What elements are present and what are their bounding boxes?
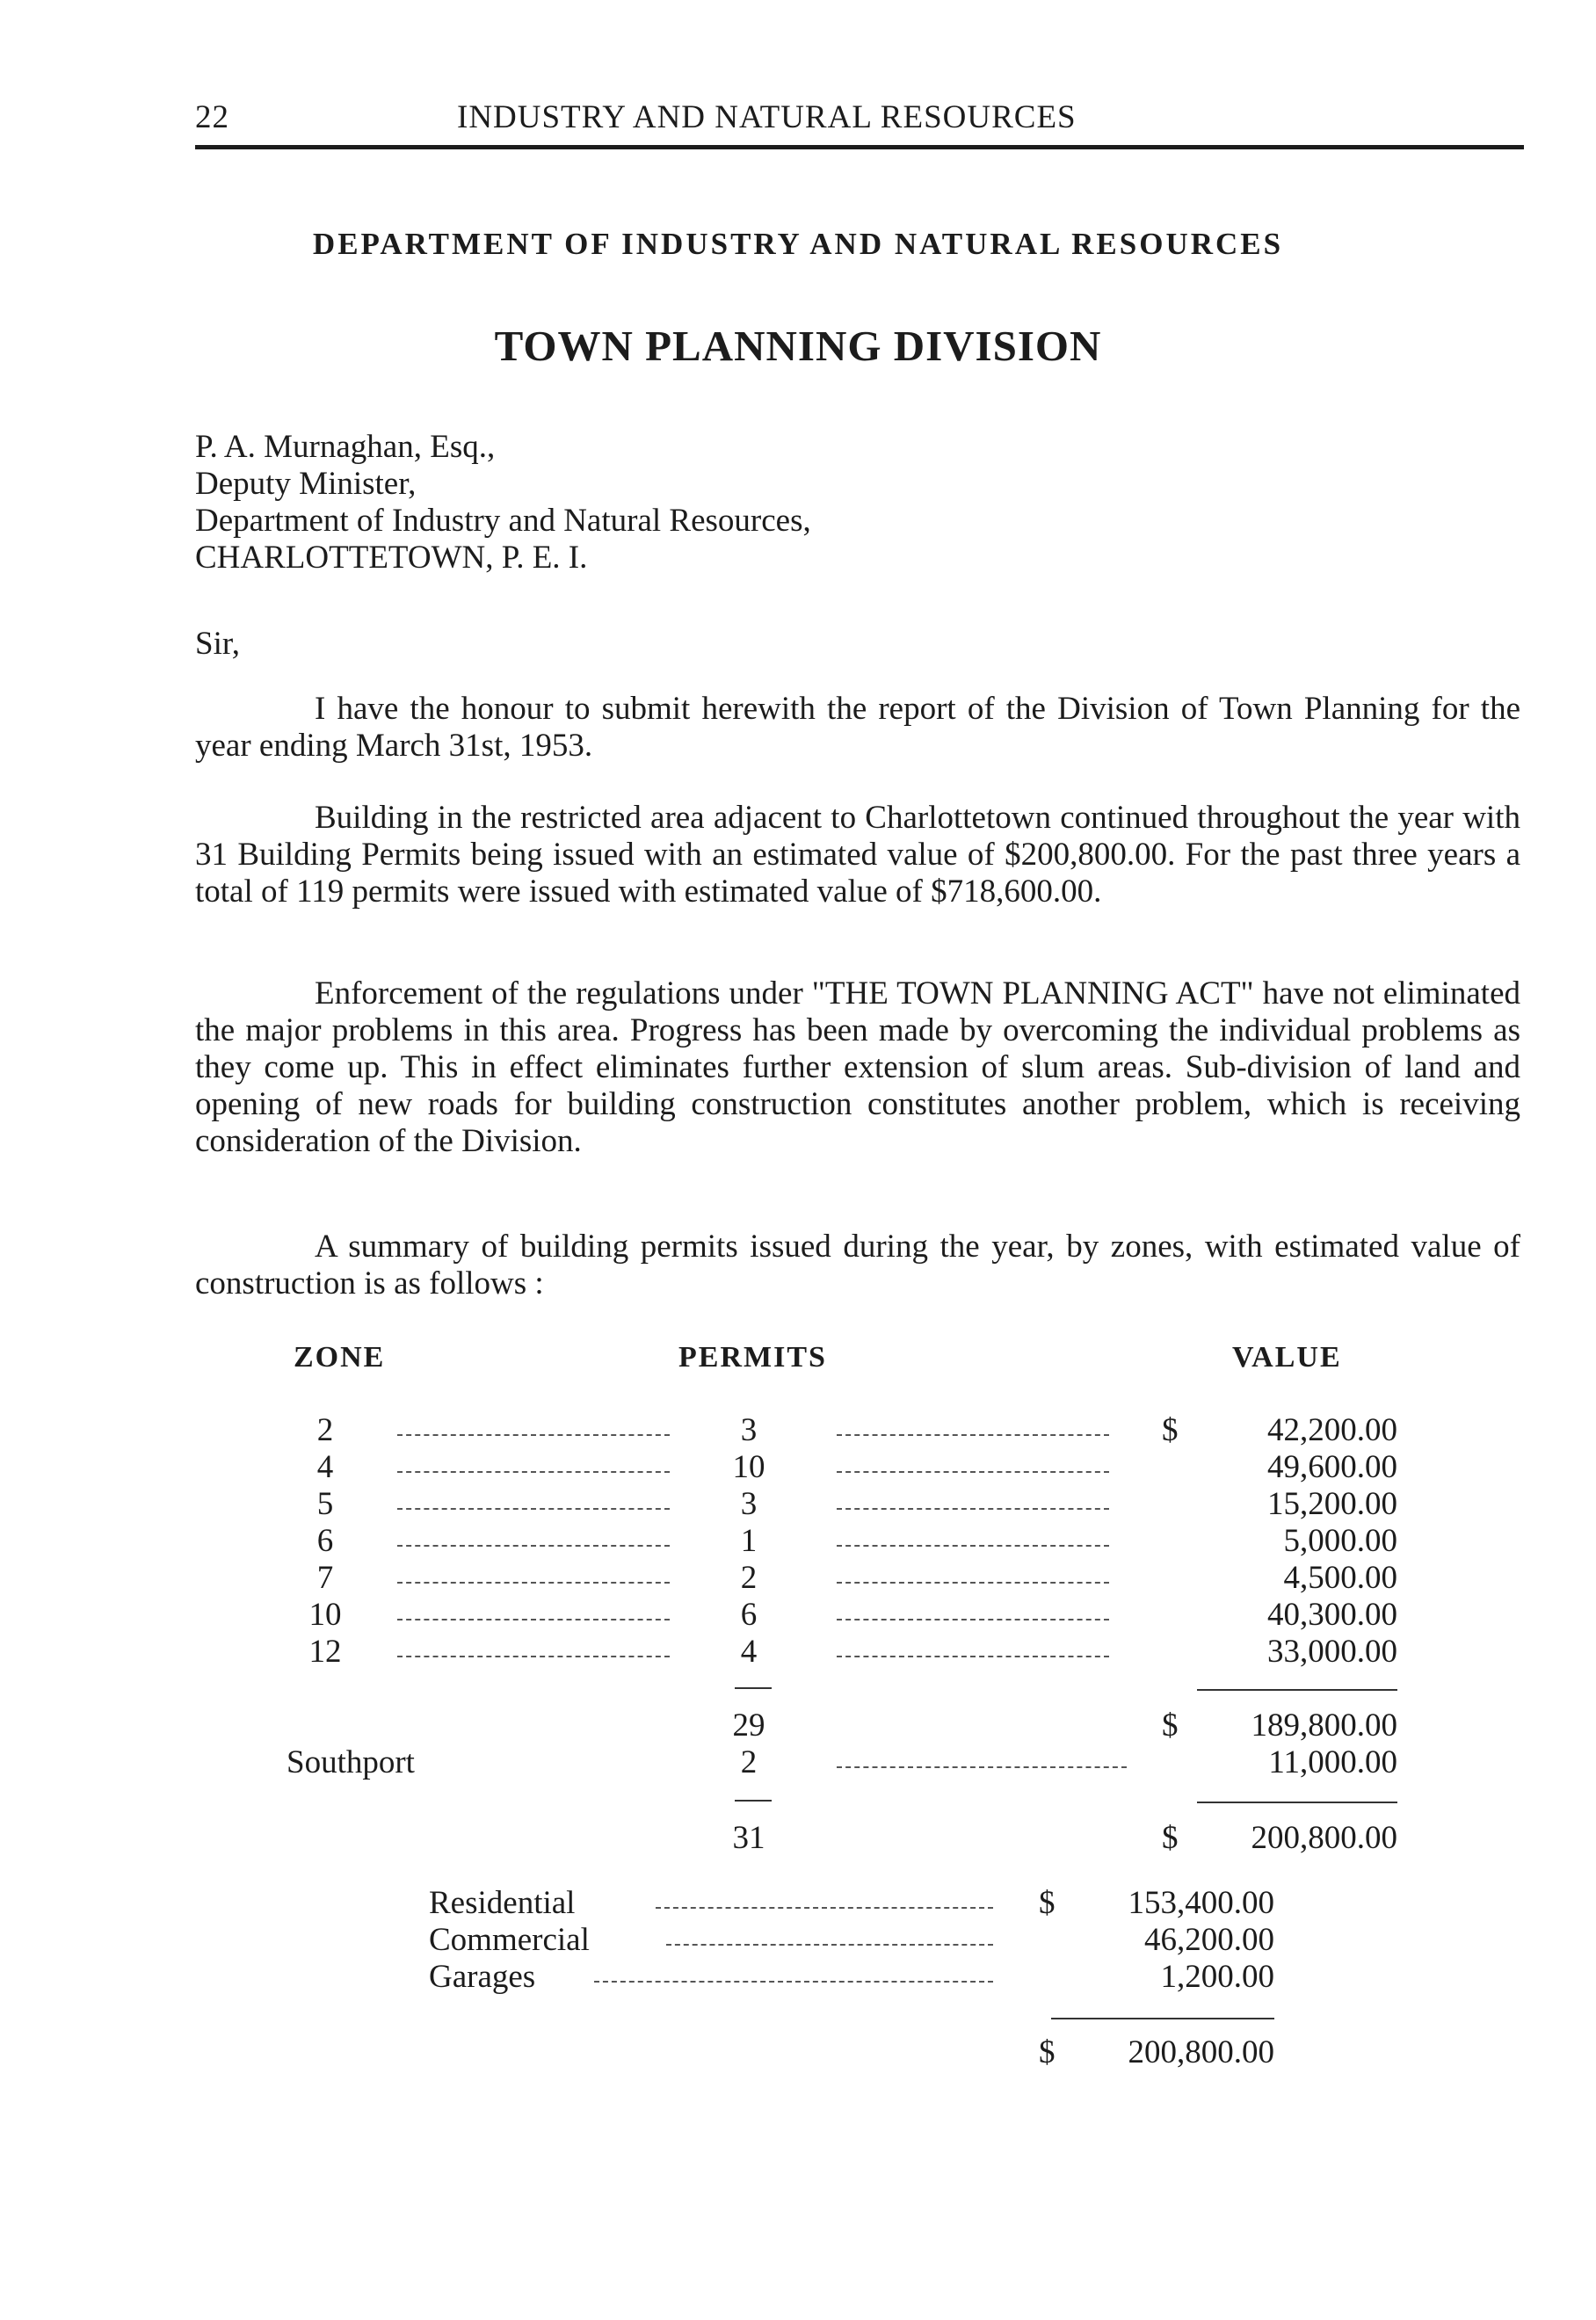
permits-subtotal-rule (735, 1687, 772, 1689)
address-line: CHARLOTTETOWN, P. E. I. (195, 540, 588, 576)
leader-dots (837, 1471, 1109, 1473)
paragraph: Enforcement of the regulations under "THE TOWN PLANNING ACT" have not eliminated the major problems in this area. Progress has been made by overcoming the individual problems as they come up. This in effect eliminates further extension of slum areas. Sub-division of land and opening of new roads for building construction constitutes another problem, which is receiving consideration of the Division. (195, 975, 1520, 1159)
zone-cell: 10 (308, 1597, 342, 1633)
leader-dots (397, 1582, 670, 1584)
currency-symbol: $ (1039, 1885, 1056, 1921)
value-cell: 4,500.00 (1283, 1560, 1397, 1596)
category-label: Garages (429, 1959, 536, 1995)
value-cell: 5,000.00 (1283, 1523, 1397, 1559)
southport-label: Southport (287, 1744, 415, 1780)
permits-cell: 1 (740, 1523, 758, 1559)
leader-dots (397, 1545, 670, 1547)
value-subtotal-rule (1197, 1689, 1397, 1691)
currency-symbol: $ (1162, 1707, 1179, 1744)
value-header: VALUE (1232, 1341, 1342, 1374)
running-head-title: INDUSTRY AND NATURAL RESOURCES (457, 99, 1077, 135)
leader-dots (837, 1508, 1109, 1510)
leader-dots (837, 1619, 1109, 1620)
leader-dots (397, 1471, 670, 1473)
leader-dots (397, 1434, 670, 1436)
permits-cell: 3 (740, 1486, 758, 1522)
category-value: 153,400.00 (1128, 1885, 1274, 1921)
address-line: P. A. Murnaghan, Esq., (195, 429, 496, 465)
paragraph: Building in the restricted area adjacent to Charlottetown continued throughout the year with 31 Building Permits being issued with an estimated value of $200,800.00. For the past three years a total of 119 permits were issued with estimated value of $718,600.00. (195, 800, 1520, 910)
value-cell: 33,000.00 (1267, 1634, 1397, 1670)
zone-cell: 7 (316, 1560, 334, 1596)
header-rule (195, 145, 1524, 149)
value-cell: 15,200.00 (1267, 1486, 1397, 1522)
value-cell: 49,600.00 (1267, 1449, 1397, 1485)
value-cell: 11,000.00 (1268, 1744, 1397, 1780)
category-label: Commercial (429, 1922, 590, 1958)
value-total: 200,800.00 (1251, 1820, 1397, 1856)
permits-subtotal: 29 (732, 1707, 765, 1744)
zone-cell: 4 (316, 1449, 334, 1485)
value-total-rule (1197, 1802, 1397, 1803)
value-cell: 40,300.00 (1267, 1597, 1397, 1633)
permits-cell: 2 (740, 1560, 758, 1596)
category-label: Residential (429, 1885, 576, 1921)
leader-dots (837, 1766, 1127, 1768)
leader-dots (666, 1944, 993, 1946)
value-cell: 42,200.00 (1267, 1412, 1397, 1448)
zone-cell: 2 (316, 1412, 334, 1448)
leader-dots (397, 1508, 670, 1510)
permits-cell: 6 (740, 1597, 758, 1633)
address-line: Department of Industry and Natural Resources, (195, 503, 811, 539)
permits-cell: 3 (740, 1412, 758, 1448)
zone-header: ZONE (294, 1341, 386, 1374)
leader-dots (397, 1656, 670, 1657)
zone-cell: 6 (316, 1523, 334, 1559)
division-title: TOWN PLANNING DIVISION (494, 322, 1102, 370)
paragraph: A summary of building permits issued during the year, by zones, with estimated value of construction is as follows : (195, 1229, 1520, 1301)
leader-dots (594, 1981, 993, 1983)
leader-dots (837, 1582, 1109, 1584)
paragraph: I have the honour to submit herewith the report of the Division of Town Planning for the year ending March 31st, 1953. (195, 691, 1520, 764)
leader-dots (656, 1907, 993, 1909)
leader-dots (397, 1619, 670, 1620)
permits-total: 31 (732, 1820, 765, 1856)
permits-cell: 2 (740, 1744, 758, 1780)
page-number: 22 (195, 99, 229, 135)
currency-symbol: $ (1162, 1412, 1179, 1448)
leader-dots (837, 1434, 1109, 1436)
category-value: 1,200.00 (1160, 1959, 1274, 1995)
permits-cell: 4 (740, 1634, 758, 1670)
permits-cell: 10 (732, 1449, 765, 1485)
value-subtotal: 189,800.00 (1251, 1707, 1397, 1744)
leader-dots (837, 1545, 1109, 1547)
category-value: 46,200.00 (1144, 1922, 1274, 1958)
department-heading: DEPARTMENT OF INDUSTRY AND NATURAL RESOURCES (312, 227, 1284, 261)
category-total: 200,800.00 (1128, 2034, 1274, 2070)
zone-cell: 5 (316, 1486, 334, 1522)
leader-dots (837, 1656, 1109, 1657)
permits-header: PERMITS (678, 1341, 827, 1374)
currency-symbol: $ (1162, 1820, 1179, 1856)
permits-total-rule (735, 1800, 772, 1802)
currency-symbol: $ (1039, 2034, 1056, 2070)
zone-cell: 12 (308, 1634, 342, 1670)
category-total-rule (1051, 2018, 1274, 2019)
salutation: Sir, (195, 626, 240, 662)
address-line: Deputy Minister, (195, 466, 417, 502)
